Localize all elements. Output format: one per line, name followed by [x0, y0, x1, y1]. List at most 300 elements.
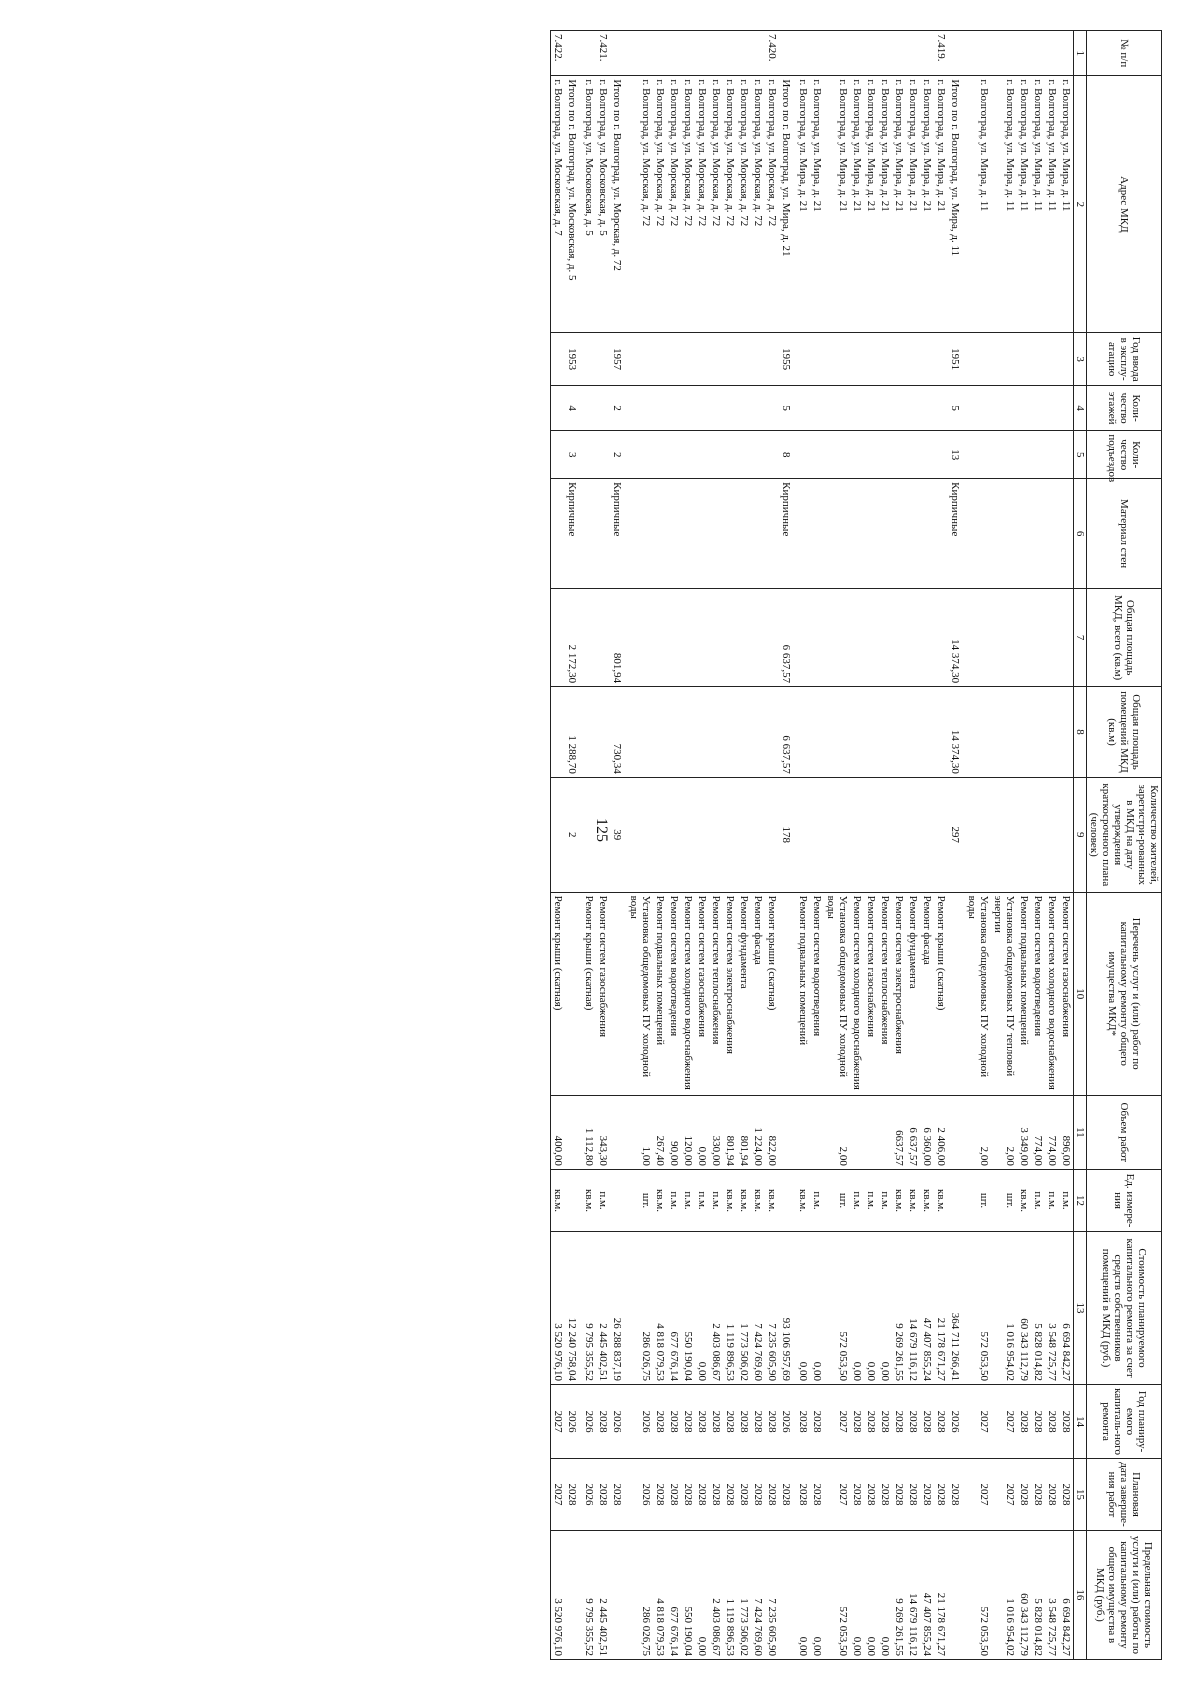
max-cost-cell: 550 190,04 — [681, 1530, 695, 1659]
entrances-cell: 2 — [610, 431, 627, 479]
table-row — [920, 31, 934, 1660]
total-area-cell — [723, 589, 737, 687]
work-type-cell: Ремонт систем электроснабжения — [892, 892, 906, 1095]
header-cell: Год планиру-емого капиталь-ного ремонта — [1087, 1385, 1162, 1459]
year-built-cell — [878, 333, 892, 386]
table-row — [850, 31, 864, 1660]
work-type-cell: Ремонт крыши (скатная) — [765, 892, 779, 1095]
work-type-cell — [610, 892, 627, 1095]
planned-cost-cell: 0,00 — [850, 1232, 864, 1385]
entrances-cell: 13 — [948, 431, 965, 479]
table-row — [737, 31, 751, 1660]
floors-cell — [551, 385, 566, 430]
premises-area-cell: 6 637,57 — [779, 687, 796, 778]
year-built-cell — [850, 333, 864, 386]
work-volume-cell — [610, 1095, 627, 1169]
unit-cell: п.м. — [695, 1169, 709, 1231]
premises-area-cell — [878, 687, 892, 778]
wall-material-cell — [824, 479, 850, 589]
work-type-cell: Ремонт фундамента — [737, 892, 751, 1095]
planned-cost-cell: 1 016 954,02 — [991, 1232, 1017, 1385]
repair-year-cell: 2028 — [878, 1385, 892, 1459]
max-cost-cell: 6 694 842,27 — [1059, 1530, 1074, 1659]
column-number: 7 — [1074, 589, 1087, 687]
completion-date-cell: 2028 — [1059, 1459, 1074, 1531]
address-cell: г. Волгоград, ул. Мира, д. 21 — [920, 76, 934, 333]
floors-cell — [596, 385, 610, 430]
entrances-cell — [681, 431, 695, 479]
residents-cell — [1045, 777, 1059, 892]
repair-year-cell: 2028 — [892, 1385, 906, 1459]
table-row — [667, 31, 681, 1660]
residents-cell — [850, 777, 864, 892]
floors-cell — [991, 385, 1017, 430]
wall-material-cell — [965, 479, 991, 589]
row-number-cell — [948, 31, 965, 76]
work-volume-cell: 6 637,57 — [906, 1095, 920, 1169]
year-built-cell: 1953 — [565, 333, 582, 386]
unit-cell: кв.м. — [920, 1169, 934, 1231]
max-cost-cell: 0,00 — [878, 1530, 892, 1659]
wall-material-cell: Кирпичные — [565, 479, 582, 589]
table-row — [934, 31, 948, 1660]
entrances-cell — [965, 431, 991, 479]
row-number-cell — [653, 31, 667, 76]
max-cost-cell: 0,00 — [850, 1530, 864, 1659]
floors-cell — [1017, 385, 1031, 430]
wall-material-cell — [810, 479, 824, 589]
wall-material-cell — [627, 479, 653, 589]
max-cost-cell: 1 773 506,02 — [737, 1530, 751, 1659]
wall-material-cell — [653, 479, 667, 589]
page-number: 125 — [593, 818, 610, 842]
completion-date-cell: 2028 — [667, 1459, 681, 1531]
work-volume-cell: 120,00 — [681, 1095, 695, 1169]
entrances-cell — [723, 431, 737, 479]
premises-area-cell — [681, 687, 695, 778]
year-built-cell — [934, 333, 948, 386]
wall-material-cell — [681, 479, 695, 589]
work-volume-cell: 267,40 — [653, 1095, 667, 1169]
completion-date-cell: 2028 — [695, 1459, 709, 1531]
repair-year-cell: 2028 — [723, 1385, 737, 1459]
entrances-cell — [751, 431, 765, 479]
entrances-cell — [1017, 431, 1031, 479]
planned-cost-cell: 9 269 261,55 — [892, 1232, 906, 1385]
address-cell: г. Волгоград, ул. Морская, д. 72 — [765, 76, 779, 333]
address-cell: г. Волгоград, ул. Морская, д. 72 — [681, 76, 695, 333]
column-number: 16 — [1074, 1530, 1087, 1659]
header-cell: № п/п — [1087, 31, 1162, 76]
entrances-cell — [1031, 431, 1045, 479]
total-row — [610, 31, 627, 1660]
address-cell: Итого по г. Волгоград, ул. Мира, д. 11 — [948, 76, 965, 333]
column-number: 3 — [1074, 333, 1087, 386]
total-area-cell — [864, 589, 878, 687]
residents-cell — [737, 777, 751, 892]
unit-cell: п.м. — [878, 1169, 892, 1231]
residents-cell — [810, 777, 824, 892]
column-number: 6 — [1074, 479, 1087, 589]
row-number-cell — [751, 31, 765, 76]
planned-cost-cell: 60 343 112,79 — [1017, 1232, 1031, 1385]
repair-year-cell: 2027 — [991, 1385, 1017, 1459]
floors-cell — [934, 385, 948, 430]
premises-area-cell — [1017, 687, 1031, 778]
address-cell: г. Волгоград, ул. Московская, д. 5 — [582, 76, 596, 333]
row-number-cell — [695, 31, 709, 76]
floors-cell — [681, 385, 695, 430]
work-type-cell: Ремонт систем водоотведения — [1031, 892, 1045, 1095]
work-type-cell: Ремонт фундамента — [906, 892, 920, 1095]
year-built-cell — [751, 333, 765, 386]
premises-area-cell — [1059, 687, 1074, 778]
row-number-cell — [1059, 31, 1074, 76]
premises-area-cell — [864, 687, 878, 778]
address-cell: г. Волгоград, ул. Мира, д. 11 — [991, 76, 1017, 333]
year-built-cell — [1031, 333, 1045, 386]
premises-area-cell — [695, 687, 709, 778]
row-number-cell — [864, 31, 878, 76]
unit-cell: кв.м. — [582, 1169, 596, 1231]
completion-date-cell: 2028 — [737, 1459, 751, 1531]
premises-area-cell — [551, 687, 566, 778]
floors-cell: 5 — [948, 385, 965, 430]
residents-cell: 39 — [610, 777, 627, 892]
row-number-cell — [824, 31, 850, 76]
repair-year-cell: 2028 — [796, 1385, 810, 1459]
work-type-cell: Ремонт подвальных помещений — [796, 892, 810, 1095]
residents-cell — [1017, 777, 1031, 892]
header-cell: Коли-чество подъездов — [1087, 431, 1162, 479]
completion-date-cell: 2028 — [779, 1459, 796, 1531]
floors-cell — [850, 385, 864, 430]
max-cost-cell — [565, 1530, 582, 1659]
unit-cell: кв.м. — [551, 1169, 566, 1231]
total-area-cell — [596, 589, 610, 687]
row-number-cell — [723, 31, 737, 76]
work-type-cell — [565, 892, 582, 1095]
max-cost-cell: 7 424 769,60 — [751, 1530, 765, 1659]
work-volume-cell: 1 112,80 — [582, 1095, 596, 1169]
floors-cell: 4 — [565, 385, 582, 430]
entrances-cell — [810, 431, 824, 479]
residents-cell — [765, 777, 779, 892]
completion-date-cell: 2028 — [878, 1459, 892, 1531]
year-built-cell — [596, 333, 610, 386]
planned-cost-cell: 47 407 855,24 — [920, 1232, 934, 1385]
entrances-cell: 8 — [779, 431, 796, 479]
wall-material-cell — [878, 479, 892, 589]
wall-material-cell — [920, 479, 934, 589]
planned-cost-cell: 7 424 769,60 — [751, 1232, 765, 1385]
planned-cost-cell: 5 828 014,82 — [1031, 1232, 1045, 1385]
unit-cell: шт. — [824, 1169, 850, 1231]
wall-material-cell — [892, 479, 906, 589]
total-row — [948, 31, 965, 1660]
wall-material-cell — [934, 479, 948, 589]
year-built-cell — [1059, 333, 1074, 386]
work-volume-cell: 0,00 — [695, 1095, 709, 1169]
header-cell: Общая площадь МКД, всего (кв.м) — [1087, 589, 1162, 687]
floors-cell — [627, 385, 653, 430]
row-number-cell — [991, 31, 1017, 76]
premises-area-cell — [709, 687, 723, 778]
header-cell: Год ввода в эксплу-атацию — [1087, 333, 1162, 386]
total-area-cell — [991, 589, 1017, 687]
table-row — [709, 31, 723, 1660]
entrances-cell — [551, 431, 566, 479]
header-cell: Коли-чество этажей — [1087, 385, 1162, 430]
repair-year-cell: 2028 — [653, 1385, 667, 1459]
entrances-cell — [765, 431, 779, 479]
max-cost-cell: 0,00 — [810, 1530, 824, 1659]
column-number: 1 — [1074, 31, 1087, 76]
entrances-cell — [1045, 431, 1059, 479]
row-number-cell — [610, 31, 627, 76]
max-cost-cell — [779, 1530, 796, 1659]
max-cost-cell: 2 445 402,51 — [596, 1530, 610, 1659]
planned-cost-cell: 93 106 957,69 — [779, 1232, 796, 1385]
table-row — [892, 31, 906, 1660]
table-row — [551, 31, 566, 1660]
floors-cell: 5 — [779, 385, 796, 430]
unit-cell: кв.м. — [653, 1169, 667, 1231]
planned-cost-cell: 2 403 086,67 — [709, 1232, 723, 1385]
premises-area-cell — [1045, 687, 1059, 778]
premises-area-cell — [850, 687, 864, 778]
work-type-cell — [779, 892, 796, 1095]
year-built-cell — [796, 333, 810, 386]
address-cell: г. Волгоград, ул. Мира, д. 21 — [850, 76, 864, 333]
completion-date-cell: 2028 — [709, 1459, 723, 1531]
total-area-cell — [709, 589, 723, 687]
planned-cost-cell: 21 178 671,27 — [934, 1232, 948, 1385]
premises-area-cell — [737, 687, 751, 778]
capital-repair-table — [550, 30, 1162, 1660]
planned-cost-cell: 286 026,75 — [627, 1232, 653, 1385]
premises-area-cell — [723, 687, 737, 778]
row-number-cell — [627, 31, 653, 76]
premises-area-cell — [653, 687, 667, 778]
year-built-cell — [892, 333, 906, 386]
planned-cost-cell: 7 235 605,90 — [765, 1232, 779, 1385]
year-built-cell: 1957 — [610, 333, 627, 386]
address-cell: г. Волгоград, ул. Морская, д. 72 — [667, 76, 681, 333]
repair-year-cell: 2027 — [551, 1385, 566, 1459]
work-volume-cell: 896,00 — [1059, 1095, 1074, 1169]
entrances-cell — [653, 431, 667, 479]
entrances-cell — [596, 431, 610, 479]
table-row — [765, 31, 779, 1660]
completion-date-cell: 2028 — [948, 1459, 965, 1531]
floors-cell — [582, 385, 596, 430]
completion-date-cell: 2028 — [610, 1459, 627, 1531]
max-cost-cell: 5 828 014,82 — [1031, 1530, 1045, 1659]
column-number: 12 — [1074, 1169, 1087, 1231]
wall-material-cell — [667, 479, 681, 589]
total-area-cell — [737, 589, 751, 687]
unit-cell — [610, 1169, 627, 1231]
column-number: 5 — [1074, 431, 1087, 479]
total-area-cell — [627, 589, 653, 687]
repair-year-cell: 2028 — [864, 1385, 878, 1459]
premises-area-cell — [627, 687, 653, 778]
address-cell: Итого по г. Волгоград, ул. Мира, д. 21 — [779, 76, 796, 333]
table-row — [723, 31, 737, 1660]
table-body — [551, 31, 1087, 1660]
planned-cost-cell: 364 711 266,41 — [948, 1232, 965, 1385]
work-type-cell — [948, 892, 965, 1095]
repair-year-cell: 2028 — [667, 1385, 681, 1459]
address-cell: г. Волгоград, ул. Московская, д. 7 — [551, 76, 566, 333]
column-number-row — [1074, 31, 1087, 1660]
work-volume-cell: 1,00 — [627, 1095, 653, 1169]
address-cell: г. Волгоград, ул. Московская, д. 5 — [596, 76, 610, 333]
work-type-cell: Ремонт систем водоотведения — [810, 892, 824, 1095]
repair-year-cell: 2027 — [824, 1385, 850, 1459]
header-cell: Адрес МКД — [1087, 76, 1162, 333]
work-volume-cell — [796, 1095, 810, 1169]
floors-cell — [709, 385, 723, 430]
completion-date-cell: 2027 — [965, 1459, 991, 1531]
row-number-cell — [737, 31, 751, 76]
total-area-cell — [751, 589, 765, 687]
residents-cell — [934, 777, 948, 892]
max-cost-cell — [610, 1530, 627, 1659]
planned-cost-cell: 0,00 — [810, 1232, 824, 1385]
residents-cell — [892, 777, 906, 892]
premises-area-cell — [667, 687, 681, 778]
header-cell: Количество жителей, зарегистри-рованных в МКД на дату утверждения краткосрочного плана (человек) — [1087, 777, 1162, 892]
total-area-cell — [1017, 589, 1031, 687]
wall-material-cell — [709, 479, 723, 589]
work-type-cell: Ремонт систем газоснабжения — [695, 892, 709, 1095]
unit-cell: кв.м. — [796, 1169, 810, 1231]
completion-date-cell: 2028 — [765, 1459, 779, 1531]
floors-cell — [667, 385, 681, 430]
premises-area-cell: 1 288,70 — [565, 687, 582, 778]
floors-cell — [737, 385, 751, 430]
table-row — [864, 31, 878, 1660]
planned-cost-cell: 12 240 758,04 — [565, 1232, 582, 1385]
floors-cell — [1045, 385, 1059, 430]
column-number: 11 — [1074, 1095, 1087, 1169]
table-row — [991, 31, 1017, 1660]
max-cost-cell: 21 178 671,27 — [934, 1530, 948, 1659]
repair-year-cell: 2026 — [779, 1385, 796, 1459]
premises-area-cell — [920, 687, 934, 778]
repair-year-cell: 2028 — [934, 1385, 948, 1459]
header-cell: Ед. измере-ния — [1087, 1169, 1162, 1231]
completion-date-cell: 2028 — [596, 1459, 610, 1531]
completion-date-cell: 2026 — [582, 1459, 596, 1531]
row-number-cell — [681, 31, 695, 76]
unit-cell: кв.м. — [723, 1169, 737, 1231]
floors-cell — [892, 385, 906, 430]
premises-area-cell — [810, 687, 824, 778]
wall-material-cell — [1031, 479, 1045, 589]
work-type-cell: Установка общедомовых ПУ холодной воды — [627, 892, 653, 1095]
completion-date-cell: 2028 — [850, 1459, 864, 1531]
completion-date-cell: 2028 — [934, 1459, 948, 1531]
planned-cost-cell: 572 053,50 — [965, 1232, 991, 1385]
row-number-cell — [892, 31, 906, 76]
table-row — [878, 31, 892, 1660]
floors-cell — [920, 385, 934, 430]
entrances-cell: 3 — [565, 431, 582, 479]
year-built-cell: 1951 — [948, 333, 965, 386]
address-cell: г. Волгоград, ул. Морская, д. 72 — [627, 76, 653, 333]
entrances-cell — [878, 431, 892, 479]
planned-cost-cell: 3 520 976,10 — [551, 1232, 566, 1385]
header-cell: Предельная стоимость услуги и (или) работы по капитальному ремонту общего имущества в МКД (руб.) — [1087, 1530, 1162, 1659]
table-row — [1045, 31, 1059, 1660]
repair-year-cell: 2028 — [1031, 1385, 1045, 1459]
planned-cost-cell: 2 445 402,51 — [596, 1232, 610, 1385]
unit-cell: кв.м. — [737, 1169, 751, 1231]
work-volume-cell — [878, 1095, 892, 1169]
year-built-cell — [667, 333, 681, 386]
table-row — [1031, 31, 1045, 1660]
unit-cell: кв.м. — [1017, 1169, 1031, 1231]
year-built-cell — [709, 333, 723, 386]
work-volume-cell: 2,00 — [824, 1095, 850, 1169]
header-cell: Плановая дата заверше-ния работ — [1087, 1459, 1162, 1531]
max-cost-cell: 60 343 112,79 — [1017, 1530, 1031, 1659]
completion-date-cell: 2028 — [1031, 1459, 1045, 1531]
header-cell: Материал стен — [1087, 479, 1162, 589]
wall-material-cell — [551, 479, 566, 589]
residents-cell — [920, 777, 934, 892]
work-type-cell: Ремонт систем газоснабжения — [596, 892, 610, 1095]
wall-material-cell — [751, 479, 765, 589]
planned-cost-cell: 0,00 — [864, 1232, 878, 1385]
table-row — [695, 31, 709, 1660]
work-volume-cell: 2,00 — [991, 1095, 1017, 1169]
address-cell: г. Волгоград, ул. Мира, д. 21 — [796, 76, 810, 333]
address-cell: г. Волгоград, ул. Мира, д. 21 — [934, 76, 948, 333]
max-cost-cell: 0,00 — [695, 1530, 709, 1659]
total-area-cell — [765, 589, 779, 687]
wall-material-cell — [1045, 479, 1059, 589]
completion-date-cell: 2028 — [796, 1459, 810, 1531]
year-built-cell — [765, 333, 779, 386]
residents-cell — [551, 777, 566, 892]
work-volume-cell: 801,94 — [737, 1095, 751, 1169]
residents-cell — [709, 777, 723, 892]
year-built-cell — [653, 333, 667, 386]
residents-cell: 178 — [779, 777, 796, 892]
floors-cell — [810, 385, 824, 430]
row-number-cell: 7.421. — [596, 31, 610, 76]
year-built-cell — [627, 333, 653, 386]
entrances-cell — [582, 431, 596, 479]
table-row — [653, 31, 667, 1660]
total-area-cell — [695, 589, 709, 687]
header-row — [1087, 31, 1162, 1660]
total-area-cell — [906, 589, 920, 687]
work-type-cell: Ремонт фасада — [751, 892, 765, 1095]
row-number-cell — [810, 31, 824, 76]
max-cost-cell: 1 119 896,53 — [723, 1530, 737, 1659]
residents-cell — [1031, 777, 1045, 892]
row-number-cell — [667, 31, 681, 76]
wall-material-cell: Кирпичные — [779, 479, 796, 589]
work-type-cell: Ремонт систем холодного водоснабжения — [850, 892, 864, 1095]
work-volume-cell: 6637,57 — [892, 1095, 906, 1169]
completion-date-cell: 2028 — [920, 1459, 934, 1531]
